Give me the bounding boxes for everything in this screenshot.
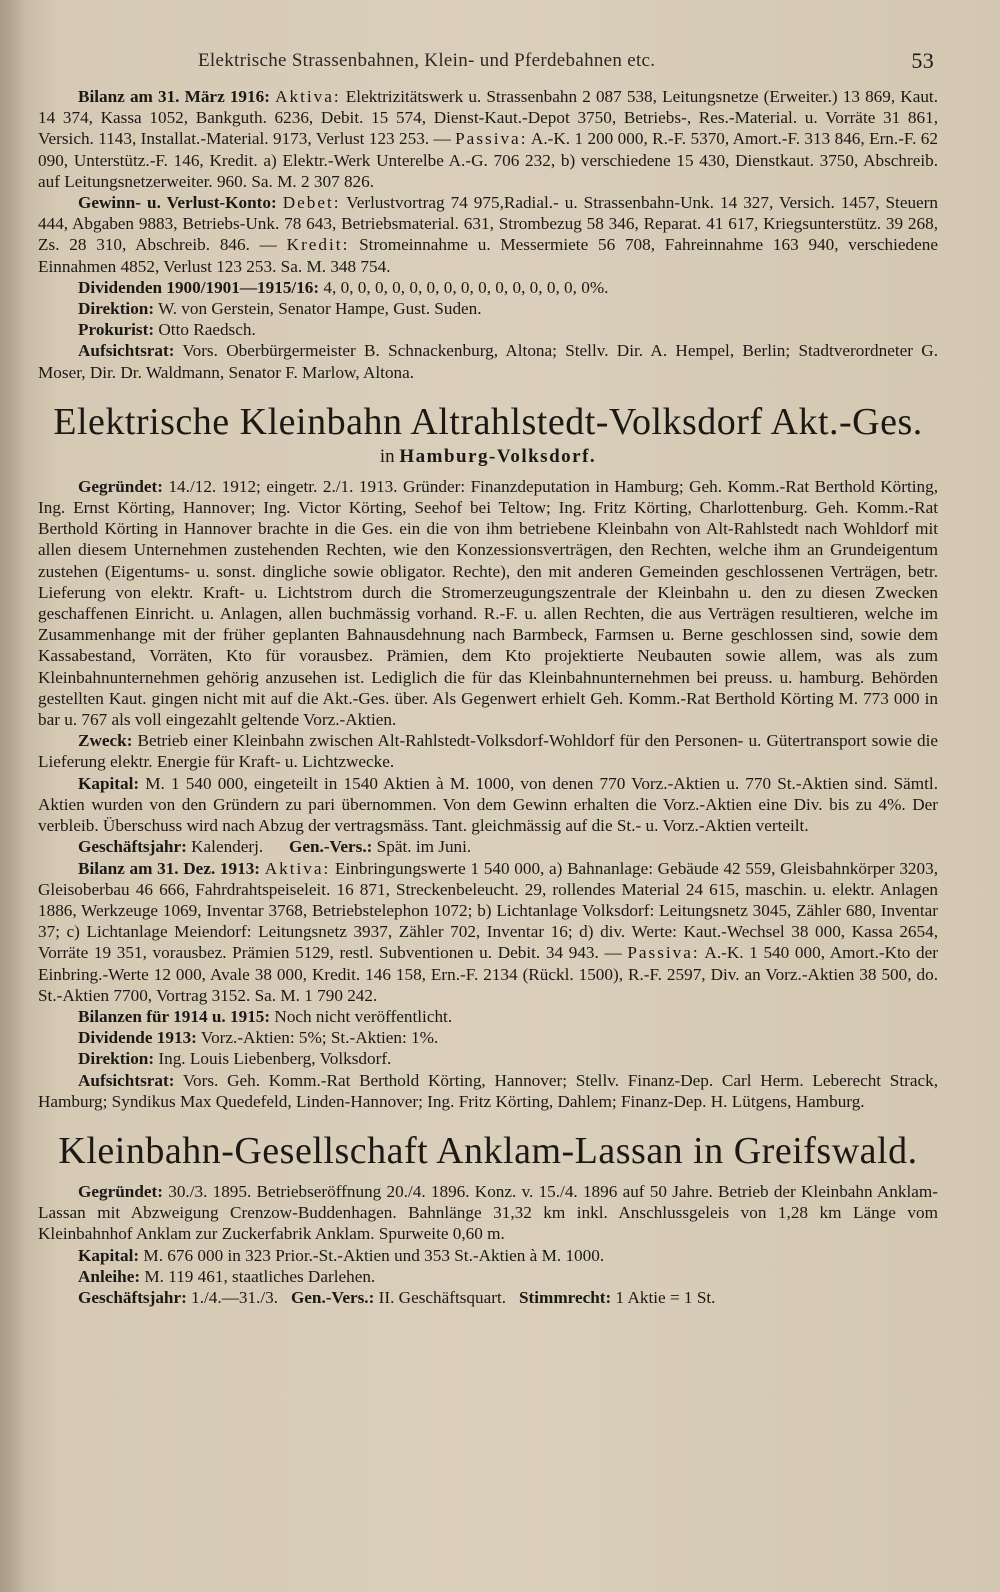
balance-sheet-paragraph: Bilanz am 31. Dez. 1913: Aktiva: Einbringungswerte 1 540 000, a) Bahnanlage: Gebäude 42 559, Gleisbahnkörper 3203, Gleisoberbau 46 666, Fahrdrahtspeiseleit. 16 871, Streckenbeleucht. 29, rollendes Material 24 615, maschin. u. elektr. Anlagen 1886, Werkzeuge 1069, Inventar 3768, Betriebstelephon 1072; b) Lichtanlage Volksdorf: Leitungsnetz 3045, Zähler 680, Inventar 37; c) Lichtanlage Meiendorf: Leitungsnetz 3937, Zähler 702, Inventar 16; d) div. Werte: Kaut.-Wechsel 38 000, Kassa 2654, Vorräte 19 351, vorausbez. Prämien 5129, restl. Subventionen u. Debit. 34 943. — Passiva: A.-K. 1 540 000, Amort.-Kto der Einbring.-Werte 12 000, Avale 38 000, Kredit. 146 158, Ern.-F. 2134 (Rückl. 1500), R.-F. 2597, Div. an Vorz.-Aktien 38 500, do. St.-Aktien 7700, Vortrag 3152. Sa. M. 1 790 242.: [38, 858, 939, 1005]
founded-paragraph: Gegründet: 14./12. 1912; eingetr. 2./1. 1913. Gründer: Finanzdeputation in Hamburg; Geh. Komm.-Rat Berthold Körting, Ing. Ernst Körting, Hannover; Ing. Victor Körting, Seehof bei Teltow; Ing. Fritz Körting, Charlottenburg. Geh. Komm.-Rat Berthold Körting in Hannover brachte in die Ges. ein die von ihm betriebene Kleinbahn von Alt-Rahlstedt nach Wohldorf mit allen diesem Unternehmen zustehenden Rechten, wie den Konzessionsverträgen, den Rechten, welche ihm an Grundeigentum zustehen (Eigentums- u. sonst. dingliche sowie obligator. Rechte), den mit anderen Gemeinden geschlossenen Verträgen, betr. Lieferung von elektr. Kraft- u. Lichtstrom durch die Stromerzeugungszentrale der Kleinbahn u. den zu diesen Zwecken geschaffenen Einricht. u. Anlagen, allen buchmässig vorhand. R.-F. u. allen Rechten, die aus Verträgen resultieren, welche im Zusammenhange mit der früher geplanten Bahnausdehnung nach Barmbeck, Farmsen u. Berne geschlossen sind, sowie dem Kassabestand, Vorräten, Kto für vorausbez. Prämien, dem Kto projektierte Neubauten sowie allem, was als zum Kleinbahnunternehmen gehörig anzusehen ist. Lediglich die für das Kleinbahnunternehmen bei preuss. u. hamburg. Behörden gestellten Kaut. gingen nicht mit auf die Akt.-Ges. über. Als Gegenwert erhielt Geh. Komm.-Rat Berthold Körting M. 773 000 in bar u. 767 als voll eingezahlt geltende Vorz.-Aktien.: [38, 476, 938, 730]
company-location: in Hamburg-Volksdorf.: [379, 445, 597, 467]
purpose-paragraph: Zweck: Betrieb einer Kleinbahn zwischen Alt-Rahlstedt-Volksdorf-Wohldorf für den Personen- u. Gütertransport sowie die Lieferung elektr. Energie für Kraft- u. Lichtzwecke.: [38, 731, 938, 772]
running-header-title: Elektrische Strassenbahnen, Klein- und Pferdebahnen etc.: [198, 50, 656, 71]
capital-paragraph: Kapital: M. 1 540 000, eingeteilt in 1540 Aktien à M. 1000, von denen 770 Vorz.-Aktien u. 770 St.-Aktien sind. Sämtl. Aktien wurden von den Gründern zu pari übernommen. Von dem Gewinn erhalten die Vorz.-Aktien eine Div. bis zu 4%. Der verbleib. Überschuss wird nach Abzug der vertragsmäss. Tant. gleichmässig auf die St.- u. Vorz.-Aktien verteilt.: [38, 773, 938, 836]
fiscal-year-paragraph: Geschäftsjahr: 1./4.—31./3. Gen.-Vers.: II. Geschäftsquart. Stimmrecht: 1 Aktie = 1 St.: [78, 1287, 716, 1307]
dividends-paragraph: Dividenden 1900/1901—1915/16: 4, 0, 0, 0, 0, 0, 0, 0, 0, 0, 0, 0, 0, 0, 0, 0%.: [78, 277, 609, 297]
running-header: [38, 38, 938, 86]
founded-paragraph: Gegründet: 30./3. 1895. Betriebseröffnung 20./4. 1896. Konz. v. 15./4. 1896 auf 50 Jahre. Betrieb der Kleinbahn Anklam-Lassan mit Abzweigung Crenzow-Buddenhagen. Bahnlänge 31,32 km inkl. Anschlussgeleis von 1,28 km Länge vom Kleinbahnhof Anklam zur Zuckerfabrik Anklam. Spurweite 0,60 m.: [38, 1181, 938, 1244]
directors-paragraph: Direktion: Ing. Louis Liebenberg, Volksdorf.: [78, 1049, 392, 1069]
page-number: 53: [911, 48, 934, 73]
company-entry-altrahlstedt: [38, 400, 938, 1112]
fiscal-year-paragraph: Geschäftsjahr: Kalenderj. Gen.-Vers.: Spät. im Juni.: [78, 837, 472, 857]
company-title: Kleinbahn-Gesellschaft Anklam-Lassan in Greifswald.: [58, 1129, 918, 1172]
directors-paragraph: Direktion: W. von Gerstein, Senator Hampe, Gust. Suden.: [78, 299, 482, 319]
dividends-paragraph: Dividende 1913: Vorz.-Aktien: 5%; St.-Aktien: 1%.: [78, 1028, 439, 1048]
profit-loss-paragraph: Gewinn- u. Verlust-Konto: Debet: Verlustvortrag 74 975,Radial.- u. Strassenbahn-Unk. 14 327, Versich. 1457, Steuern 444, Abgaben 9883, Betriebs-Unk. 78 643, Betriebsmaterial. 631, Strombezug 58 346, Reparat. 41 617, Kriegsunterstütz. 39 268, Zs. 28 310, Abschreib. 846. — Kredit: Stromeinnahme u. Messermiete 56 708, Fahreinnahme 163 940, verschiedene Einnahmen 4852, Verlust 123 253. Sa. M. 348 754.: [38, 193, 938, 276]
balance-sheet-paragraph: Bilanz am 31. März 1916: Aktiva: Elektrizitätswerk u. Strassenbahn 2 087 538, Leitungsnetze (Erweiter.) 13 869, Kaut. 14 374, Kassa 1052, Bankguth. 6236, Debit. 15 574, Dienst-Kaut.-Depot 3750, Betriebs-, Res.-Material. u. Vorräte 31 861, Versich. 1143, Installat.-Material. 9173, Verlust 123 253. — Passiva: A.-K. 1 200 000, R.-F. 5370, Amort.-F. 313 846, Ern.-F. 62 090, Unterstütz.-F. 146, Kredit. a) Elektr.-Werk Unterelbe A.-G. 706 232, b) verschiedene 15 430, Dienstkaut. 3750, Abschreib. auf Leitungsnetzerweiter. 960. Sa. M. 2 307 826.: [38, 87, 939, 191]
supervisory-board-paragraph: Aufsichtsrat: Vors. Oberbürgermeister B. Schnackenburg, Altona; Stellv. Dir. A. Hempel, Berlin; Stadtverordneter G. Moser, Dir. Dr. Waldmann, Senator F. Marlow, Altona.: [38, 341, 938, 382]
loan-paragraph: Anleihe: M. 119 461, staatliches Darlehen.: [78, 1266, 376, 1286]
company-entry-anklam-lassan: [38, 1129, 938, 1308]
company-title: Elektrische Kleinbahn Altrahlstedt-Volksdorf Akt.-Ges.: [53, 400, 923, 443]
previous-company-entry: [38, 86, 938, 383]
capital-paragraph: Kapital: M. 676 000 in 323 Prior.-St.-Aktien und 353 St.-Aktien à M. 1000.: [78, 1245, 605, 1265]
procurator-paragraph: Prokurist: Otto Raedsch.: [78, 320, 256, 340]
supervisory-board-paragraph: Aufsichtsrat: Vors. Geh. Komm.-Rat Berthold Körting, Hannover; Stellv. Finanz-Dep. Carl Herm. Leberecht Strack, Hamburg; Syndikus Max Quedefeld, Linden-Hannover; Ing. Fritz Körting, Dahlem; Finanz-Dep. H. Lütgens, Hamburg.: [38, 1070, 938, 1111]
balances-note-paragraph: Bilanzen für 1914 u. 1915: Noch nicht veröffentlicht.: [78, 1006, 453, 1026]
